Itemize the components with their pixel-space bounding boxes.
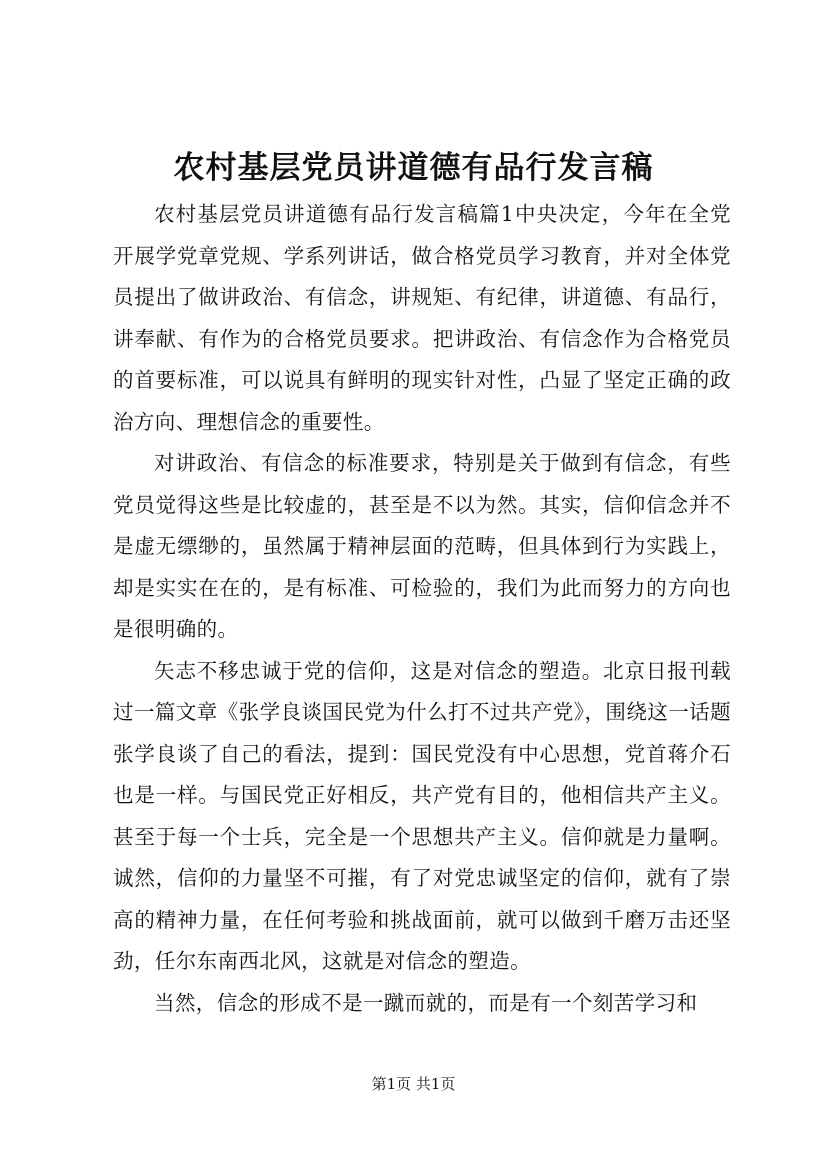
paragraph-1: 农村基层党员讲道德有品行发言稿篇1中央决定，今年在全党开展学党章党规、学系列讲话，做合格党员学习教育，并对全体党员提出了做讲政治、有信念，讲规矩、有纪律，讲道德、有品行，讲奉献、有作为的合格党员要求。把讲政治、有信念作为合格党员的首要标准，可以说具有鲜明的现实针对性，凸显了坚定正确的政治方向、理想信念的重要性。 (113, 202, 731, 434)
document-body (113, 194, 731, 1024)
document-title: 农村基层党员讲道德有品行发言稿 (173, 150, 654, 186)
paragraph-2: 对讲政治、有信念的标准要求，特别是关于做到有信念，有些党员觉得这些是比较虚的，甚至是不以为然。其实，信仰信念并不是虚无缥缈的，虽然属于精神层面的范畴，但具体到行为实践上，却是实实在在的，是有标准、可检验的，我们为此而努力的方向也是很明确的。 (113, 451, 731, 641)
paragraph-3: 矢志不移忠诚于党的信仰，这是对信念的塑造。北京日报刊载过一篇文章《张学良谈国民党为什么打不过共产党》，围绕这一话题张学良谈了自己的看法，提到：国民党没有中心思想，党首蒋介石也是一样。与国民党正好相反，共产党有目的，他相信共产主义。甚至于每一个士兵，完全是一个思想共产主义。信仰就是力量啊。诚然，信仰的力量坚不可摧，有了对党忠诚坚定的信仰，就有了崇高的精神力量，在任何考验和挑战面前，就可以做到千磨万击还坚劲，任尔东南西北风，这就是对信念的塑造。 (113, 658, 731, 973)
page-footer: 第1页 共1页 (371, 1075, 456, 1093)
paragraph-4: 当然，信念的形成不是一蹴而就的，而是有一个刻苦学习和 (154, 990, 698, 1015)
